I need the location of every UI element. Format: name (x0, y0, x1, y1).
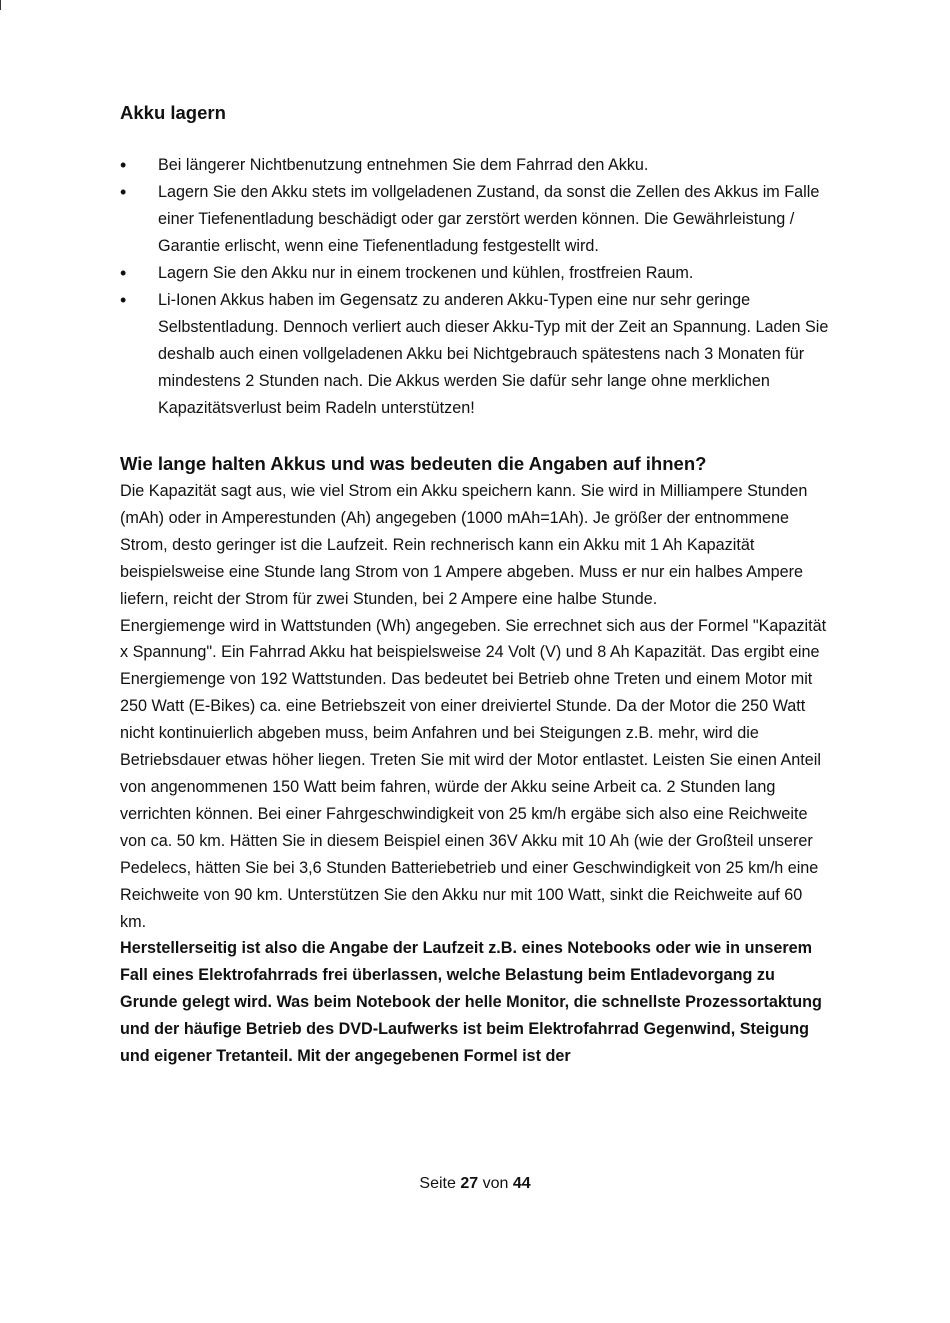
bullet-list (120, 152, 832, 422)
corner-mark (0, 0, 1, 10)
list-item: • Li-Ionen Akkus haben im Gegensatz zu anderen Akku-Typen eine nur sehr geringe Selbstentladung. Dennoch verliert auch dieser Akku-Typ mit der Zeit an Spannung. Laden Sie deshalb auch einen vollgeladenen Akku bei Nichtgebrauch spätestens nach 3 Monaten für mindestens 2 Stunden nach. Die Akkus werden Sie dafür sehr lange ohne merklichen Kapazitätsverlust beim Radeln unterstützen! (120, 287, 832, 422)
list-item: • Bei längerer Nichtbenutzung entnehmen Sie dem Fahrrad den Akku. (120, 152, 832, 179)
footer-middle: von (482, 1175, 509, 1192)
footer-page-total: 44 (512, 1175, 531, 1192)
section-heading-wie-lange: Wie lange halten Akkus und was bedeuten die Angaben auf ihnen? (120, 453, 707, 474)
list-item: • Lagern Sie den Akku stets im vollgeladenen Zustand, da sonst die Zellen des Akkus im Falle einer Tiefenentladung beschädigt oder gar zerstört werden können. Die Gewährleistung / Garantie erlischt, wenn eine Tiefenentladung festgestellt wird. (120, 179, 832, 260)
section-heading-akku-lagern: Akku lagern (120, 102, 226, 123)
paragraph-herstellerseitig: Herstellerseitig ist also die Angabe der Laufzeit z.B. eines Notebooks oder wie in unserem Fall eines Elektrofahrrads frei überlassen, welche Belastung beim Entladevorgang zu Grunde gelegt wird. Was beim Notebook der helle Monitor, die schnellste Prozessortaktung und der häufige Betrieb des DVD-Laufwerks ist beim Elektrofahrrad Gegenwind, Steigung und eigener Tretanteil. Mit der angegebenen Formel ist der (120, 939, 822, 1066)
page-footer (0, 1172, 950, 1196)
document-page (120, 100, 832, 1070)
list-item: • Lagern Sie den Akku nur in einem trockenen und kühlen, frostfreien Raum. (120, 260, 832, 287)
paragraph-kapazitaet: Die Kapazität sagt aus, wie viel Strom ein Akku speichern kann. Sie wird in Milliampere Stunden (mAh) oder in Amperestunden (Ah) angegeben (1000 mAh=1Ah). Je größer der entnommene Strom, desto geringer ist die Laufzeit. Rein rechnerisch kann ein Akku mit 1 Ah Kapazität beispielsweise eine Stunde lang Strom von 1 Ampere abgeben. Muss er nur ein halbes Ampere liefern, reicht der Strom für zwei Stunden, bei 2 Ampere eine halbe Stunde. (120, 482, 808, 608)
paragraph-energiemenge: Energiemenge wird in Wattstunden (Wh) angegeben. Sie errechnet sich aus der Formel "Kapazität x Spannung". Ein Fahrrad Akku hat beispielsweise 24 Volt (V) und 8 Ah Kapazität. Das ergibt eine Energiemenge von 192 Wattstunden. Das bedeutet bei Betrieb ohne Treten und einem Motor mit 250 Watt (E-Bikes) ca. eine Betriebszeit von einer dreiviertel Stunde. Da der Motor die 250 Watt nicht kontinuierlich abgeben muss, beim Anfahren und bei Steigungen z.B. mehr, wird die Betriebsdauer etwas höher liegen. Treten Sie mit wird der Motor entlastet. Leisten Sie einen Anteil von angenommenen 150 Watt beim fahren, würde der Akku seine Arbeit ca. 2 Stunden lang verrichten können. Bei einer Fahrgeschwindigkeit von 25 km/h ergäbe sich also eine Reichweite von ca. 50 km. Hätten Sie in diesem Beispiel einen 36V Akku mit 10 Ah (wie der Großteil unserer Pedelecs, hätten Sie bei 3,6 Stunden Batteriebetrieb und einer Geschwindigkeit von 25 km/h eine Reichweite von 90 km. Unterstützen Sie den Akku nur mit 100 Watt, sinkt die Reichweite auf 60 km. (120, 616, 827, 931)
footer-prefix: Seite (419, 1175, 456, 1192)
footer-page-number: 27 (460, 1175, 479, 1192)
